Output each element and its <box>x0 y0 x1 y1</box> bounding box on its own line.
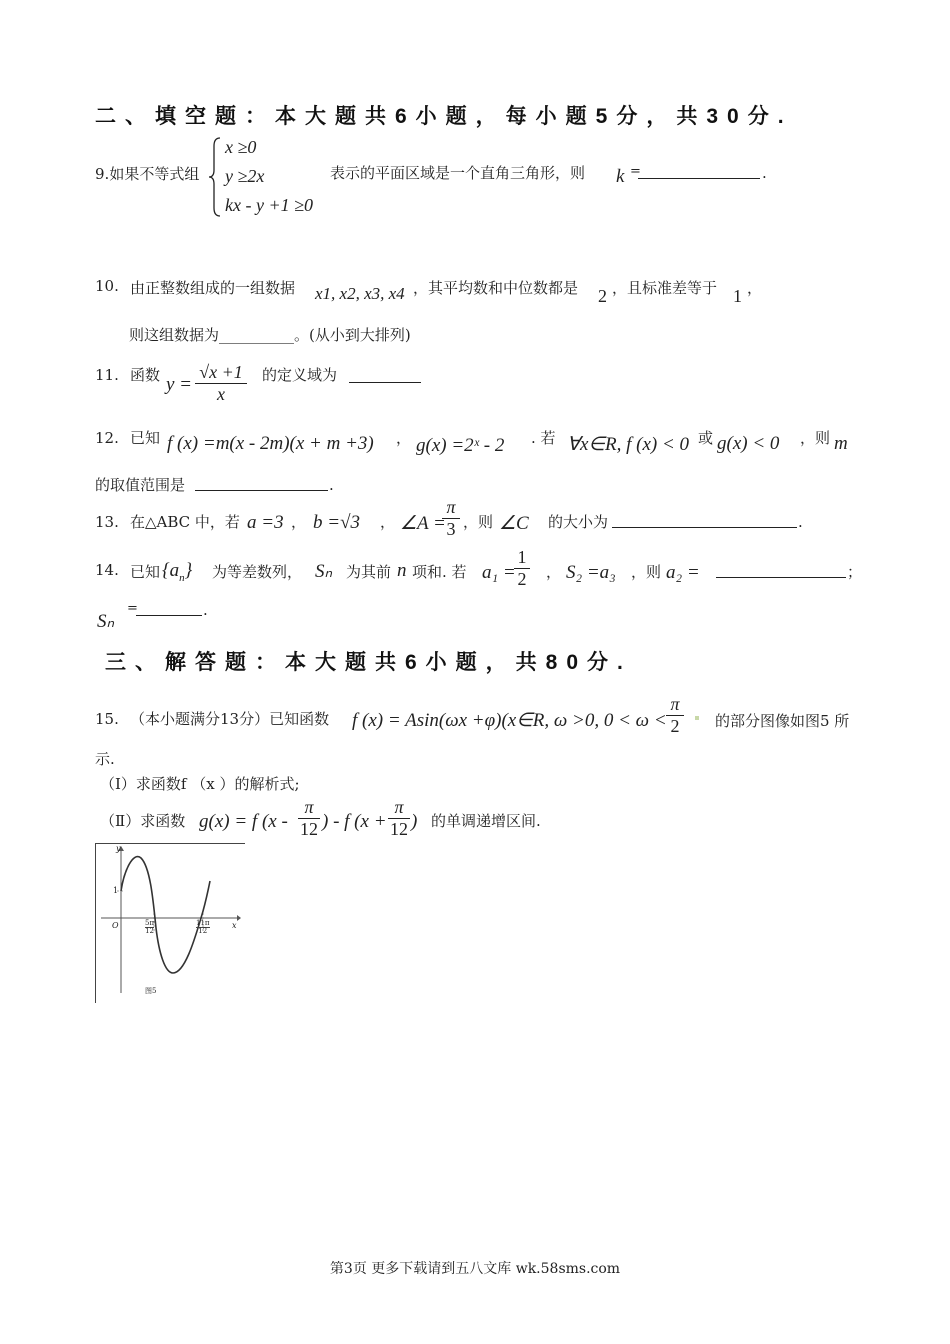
q12-g2: g(x) < 0 <box>717 433 780 454</box>
q13-comma1: ， <box>291 513 307 531</box>
q15-fraction-3: π 12 <box>390 797 408 839</box>
q14-number: 14. <box>95 561 119 579</box>
q13-then: ，则 <box>463 513 494 531</box>
q14-set: $\{a_n\}$ <box>162 560 193 584</box>
q13-lead: 在△ABC 中，若 <box>130 513 240 531</box>
q11-lead: 函数 <box>130 366 161 384</box>
q13-end: . <box>798 513 803 531</box>
q11-number: 11. <box>95 366 119 384</box>
q12-or: 或 <box>698 429 714 447</box>
q13-fraction: π 3 <box>442 497 460 540</box>
q11-tail: 的定义域为 <box>262 366 338 384</box>
q10-number: 10. <box>95 277 119 295</box>
q12-blank[interactable] <box>195 474 328 495</box>
q14-sn: Sₙ <box>315 561 333 582</box>
q15-fraction: π 2 <box>666 694 684 737</box>
q14-end: . <box>203 601 208 619</box>
q12-comma: ， <box>396 429 412 447</box>
q13-b: b =√3 <box>313 512 360 533</box>
q15-part2-tail: 的单调递增区间. <box>431 812 541 830</box>
q15-part1: （Ⅰ）求函数f （x ）的解析式; <box>100 775 300 793</box>
graph-caption: 图5 <box>145 987 157 995</box>
q13-tail: 的大小为 <box>548 513 609 531</box>
q9-number: 9.如果不等式组 <box>95 165 200 183</box>
graph-origin: O <box>112 921 119 930</box>
q15-part2-lead: （Ⅱ）求函数 <box>100 812 186 830</box>
q13-angle-c: ∠C <box>499 513 529 534</box>
q10-mid1: ，其平均数和中位数都是 <box>413 279 579 297</box>
q14-then: ，则 <box>631 563 662 581</box>
graph-tick-11pi-12: 11π 12 <box>196 919 210 935</box>
graph-tick-5pi-12: 5π 12 <box>145 919 155 935</box>
q12-f: f (x) =m(x - 2m)(x + m +3) <box>167 433 374 454</box>
q14-mid3: 项和. 若 <box>412 563 467 581</box>
q10-value-2: 2 <box>598 286 607 306</box>
q14-semicolon: ； <box>847 563 863 581</box>
q15-fraction-2: π 12 <box>300 797 318 839</box>
q15-mid: ) - f (x + <box>322 811 387 832</box>
q12-then: ，则 <box>800 429 831 447</box>
graph-y-label: y <box>116 844 121 853</box>
sine-curve <box>121 857 210 973</box>
q10-data: x1, x2, x3, x4 <box>315 284 405 303</box>
q11-y: y = <box>166 374 193 395</box>
q14-a2: a₂ = <box>666 562 700 583</box>
q15-close: ) <box>411 811 418 832</box>
q10-line2: 则这组数据为__________。(从小到大排列) <box>129 326 411 344</box>
q10-comma: ， <box>747 279 763 297</box>
section-3-title: 三、解答题：本大题共6小题，共80分. <box>105 651 632 674</box>
q13-a: a =3 <box>247 512 284 533</box>
q15-line2: 示. <box>95 750 115 768</box>
q11-fraction: √x +1 x <box>195 362 247 405</box>
q14-comma: ， <box>546 563 562 581</box>
figure-5 <box>95 843 245 1003</box>
q10-mid2: ，且标准差等于 <box>612 279 718 297</box>
q15-tail: 的部分图像如图5 所 <box>715 712 850 730</box>
q14-mid1: 为等差数列， <box>212 563 303 581</box>
q14-a1: a₁ = <box>482 562 516 583</box>
q11-blank[interactable] <box>349 366 421 387</box>
q12-end: . <box>329 476 334 494</box>
q9-blank[interactable] <box>638 162 760 183</box>
q9-var-k: k <box>616 166 625 187</box>
q10-value-1: 1 <box>733 286 742 306</box>
q14-equals: = <box>127 601 138 616</box>
q14-blank-2[interactable] <box>136 599 202 620</box>
page-footer: 第3页 更多下载请到五八文库 wk.58sms.com <box>329 1261 621 1277</box>
q13-blank[interactable] <box>612 511 797 532</box>
q14-blank-1[interactable] <box>716 561 846 582</box>
q14-sn2: Sₙ <box>97 611 115 632</box>
q12-m: m <box>834 433 848 454</box>
q9-text: 表示的平面区域是一个直角三角形，则 <box>330 164 586 182</box>
q12-lead: 已知 <box>130 429 161 447</box>
q15-g: g(x) = f (x - <box>199 811 288 832</box>
q13-angle-a: ∠A = <box>400 513 446 534</box>
q14-n: n <box>397 560 407 581</box>
q15-f: f (x) = Asin(ωx +φ)(x∈R, ω >0, 0 < ω < <box>352 710 667 731</box>
q9-inequality-1: x ≥0 <box>225 137 257 157</box>
q9-left-brace <box>208 136 222 218</box>
graph-x-label: x <box>232 921 237 930</box>
q9-inequality-3: kx - y +1 ≥0 <box>225 195 313 215</box>
q14-fraction: 1 2 <box>514 547 530 590</box>
q14-lead-text: 已知 <box>130 563 161 581</box>
q14-s2: S₂ =a₃ <box>566 562 616 583</box>
q9-end: . <box>762 164 767 182</box>
q14-mid2: 为其前 <box>346 563 392 581</box>
q15-number: 15. <box>95 710 119 728</box>
q15-marker <box>695 716 699 720</box>
q12-ruo: . 若 <box>531 429 556 447</box>
q12-line2: 的取值范围是 <box>95 476 186 494</box>
q15-lead: （本小题满分13分）已知函数 <box>130 710 330 728</box>
q12-g: g(x) =2ˣ - 2 <box>416 435 505 456</box>
q9-inequality-2: y ≥2x <box>225 166 265 186</box>
section-2-title: 二、填空题：本大题共6小题，每小题5分，共30分. <box>95 105 793 128</box>
q12-number: 12. <box>95 429 119 447</box>
q13-number: 13. <box>95 513 119 531</box>
graph-y-one: 1 <box>113 886 119 895</box>
q13-comma2: ， <box>380 513 396 531</box>
q12-cond: ∀x∈R, f (x) < 0 <box>567 434 690 455</box>
q9-equals: = <box>630 164 641 179</box>
q10-lead: 由正整数组成的一组数据 <box>130 279 296 297</box>
